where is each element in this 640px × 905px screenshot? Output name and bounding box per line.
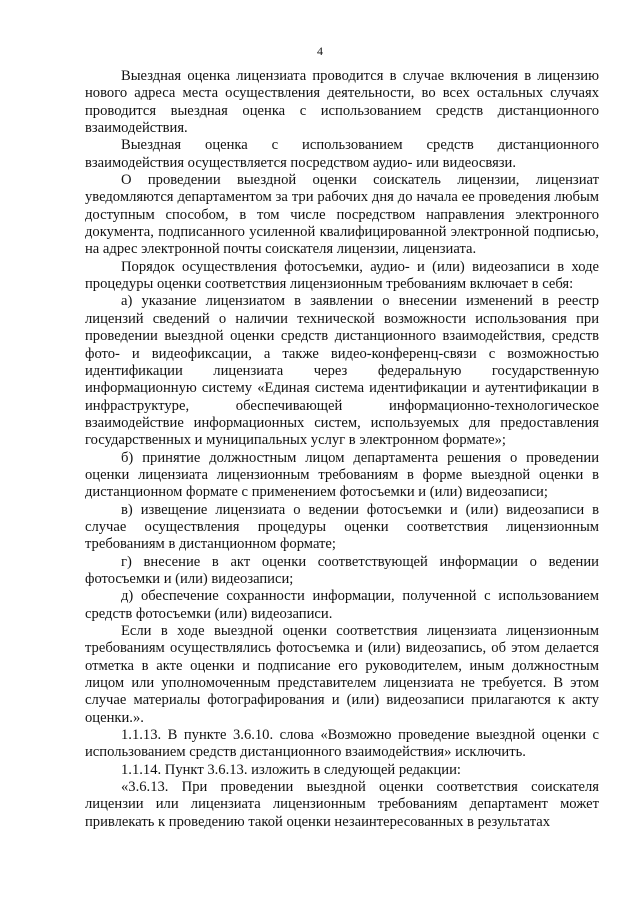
clause-3-6-13: «3.6.13. При проведении выездной оценки соответствия соискателя лицензии или лицензиата лицензионным требованиям департамент может привлекать к проведению такой оценки незаинтересованных в результатах <box>85 779 599 830</box>
paragraph-1: Выездная оценка лицензиата проводится в случае включения в лицензию нового адреса места осуществления деятельности, во всех остальных случаях проводится выездная оценка с использованием средств дистанционного взаимодействия. <box>85 68 599 137</box>
list-item-g: г) внесение в акт оценки соответствующей информации о ведении фотосъемки и (или) видеозаписи; <box>85 553 599 587</box>
clause-1-1-13: 1.1.13. В пункте 3.6.10. слова «Возможно проведение выездной оценки с использованием средств дистанционного взаимодействия» исключить. <box>85 727 599 761</box>
paragraph-photo-note: Если в ходе выездной оценки соответствия лицензиата лицензионным требованиям осуществлялись фотосъемка и (или) видеозапись, об этом делается отметка в акте оценки и подписание его руководителем, иным должностным лицом или уполномоченным представителем лицензиата не требуется. В этом случае материалы фотографирования и (или) видеозаписи прилагаются к акту оценки.». <box>85 623 599 726</box>
list-item-b: б) принятие должностным лицом департамента решения о проведении оценки лицензиата лицензионным требованиям в форме выездной оценки в дистанционном формате с применением фотосъемки и (или) видеозаписи; <box>85 449 599 501</box>
page-number: 4 <box>317 44 323 58</box>
document-body <box>85 68 599 831</box>
clause-1-1-14: 1.1.14. Пункт 3.6.13. изложить в следующей редакции: <box>121 761 461 778</box>
paragraph-3: О проведении выездной оценки соискатель лицензии, лицензиат уведомляются департаментом за три рабочих дня до начала ее проведения любым доступным способом, в том числе посредством направления электронного документа, подписанного усиленной квалифицированной электронной подписью, на адрес электронной почты соискателя лицензии, лицензиата. <box>85 172 599 258</box>
list-item-v: в) извещение лицензиата о ведении фотосъемки и (или) видеозаписи в случае осуществления процедуры оценки соответствия лицензионным требованиям в дистанционном формате; <box>85 501 599 553</box>
paragraph-2: Выездная оценка с использованием средств дистанционного взаимодействия осуществляется посредством аудио- или видеосвязи. <box>85 137 599 171</box>
list-item-a: а) указание лицензиатом в заявлении о внесении изменений в реестр лицензий сведений о наличии технической возможности использования при проведении выездной оценки средств дистанционного взаимодействия, средств фото- и видеофиксации, а также видео-конференц-связи с возможностью идентификации лицензиата через федеральную государственную информационную систему «Единая система идентификации и аутентификации в инфраструктуре, обеспечивающей информационно-технологическое взаимодействие информационных систем, используемых для предоставления государственных и муниципальных услуг в электронном формате»; <box>85 293 599 449</box>
list-item-d: д) обеспечение сохранности информации, полученной с использованием средств фотосъемки (или) видеозаписи. <box>85 588 599 622</box>
paragraph-4: Порядок осуществления фотосъемки, аудио- и (или) видеозаписи в ходе процедуры оценки соответствия лицензионным требованиям включает в себя: <box>85 258 599 293</box>
